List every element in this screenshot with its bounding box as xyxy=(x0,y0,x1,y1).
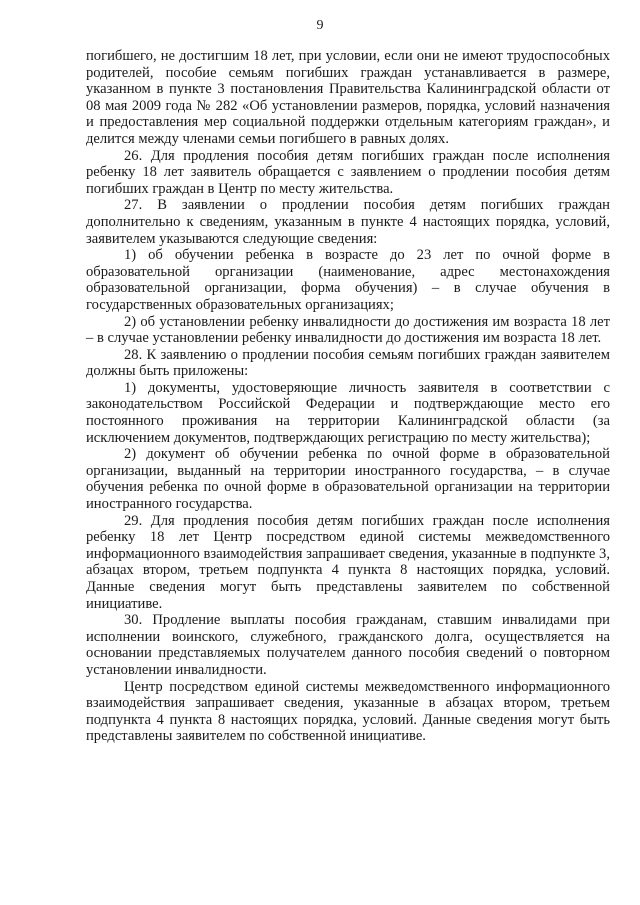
document-body xyxy=(86,48,610,745)
paragraph-subitem-28-1: 1) документы, удостоверяющие личность заявителя в соответствии с законодательством Российской Федерации и подтверждающие место его постоянного проживания на территории Калининградской области (за исключением документов, подтверждающих регистрацию по месту жительства); xyxy=(86,379,610,446)
paragraph-subitem-27-2: 2) об установлении ребенку инвалидности до достижения им возраста 18 лет – в случае установлении ребенку инвалидности до достижения им возраста 18 лет. xyxy=(86,313,610,347)
paragraph-item-27: 27. В заявлении о продлении пособия детям погибших граждан дополнительно к сведениям, указанным в пункте 4 настоящих порядка, условий, заявителем указываются следующие сведения: xyxy=(86,197,610,247)
paragraph-item-26: 26. Для продления пособия детям погибших граждан после исполнения ребенку 18 лет заявитель обращается с заявлением о продлении пособия детям погибших граждан в Центр по месту жительства. xyxy=(86,147,610,197)
paragraph-continuation: погибшего, не достигшим 18 лет, при условии, если они не имеют трудоспособных родителей, пособие семьям погибших граждан устанавливается в размере, указанном в пункте 3 постановления Правительства Калининградской области от 08 мая 2009 года № 282 «Об установлении размеров, порядка, условий назначения и предоставления мер социальной поддержки отдельным категориям граждан», и делится между членами семьи погибшего в равных долях. xyxy=(86,48,610,147)
paragraph-subitem-28-2: 2) документ об обучении ребенка по очной форме в образовательной организации, выданный на территории иностранного государства, – в случае обучения ребенка по очной форме в образовательной организации на территории иностранного государства. xyxy=(86,446,610,513)
paragraph-subitem-27-1: 1) об обучении ребенка в возрасте до 23 лет по очной форме в образовательной организации (наименование, адрес местонахождения образовательной организации, форма обучения) – в случае обучения в государственных образовательных организациях; xyxy=(86,247,610,313)
paragraph-item-30-continuation: Центр посредством единой системы межведомственного информационного взаимодействия запрашивает сведения, указанные в абзацах втором, третьем подпункта 4 пункта 8 настоящих порядка, условий. Данные сведения могут быть представлены заявителем по собственной инициативе. xyxy=(86,678,610,745)
paragraph-item-29: 29. Для продления пособия детям погибших граждан после исполнения ребенку 18 лет Центр посредством единой системы межведомственного информационного взаимодействия запрашивает сведения, указанные в подпункте 3, абзацах втором, третьем подпункта 4 пункта 8 настоящих порядка, условий. Данные сведения могут быть представлены заявителем по собственной инициативе. xyxy=(86,512,610,612)
paragraph-item-28: 28. К заявлению о продлении пособия семьям погибших граждан заявителем должны быть приложены: xyxy=(86,346,610,380)
paragraph-item-30: 30. Продление выплаты пособия гражданам, ставшим инвалидами при исполнении воинского, служебного, гражданского долга, осуществляется на основании представляемых получателем данного пособия сведений о повторном установлении инвалидности. xyxy=(86,612,610,678)
page-number: 9 xyxy=(316,18,324,33)
